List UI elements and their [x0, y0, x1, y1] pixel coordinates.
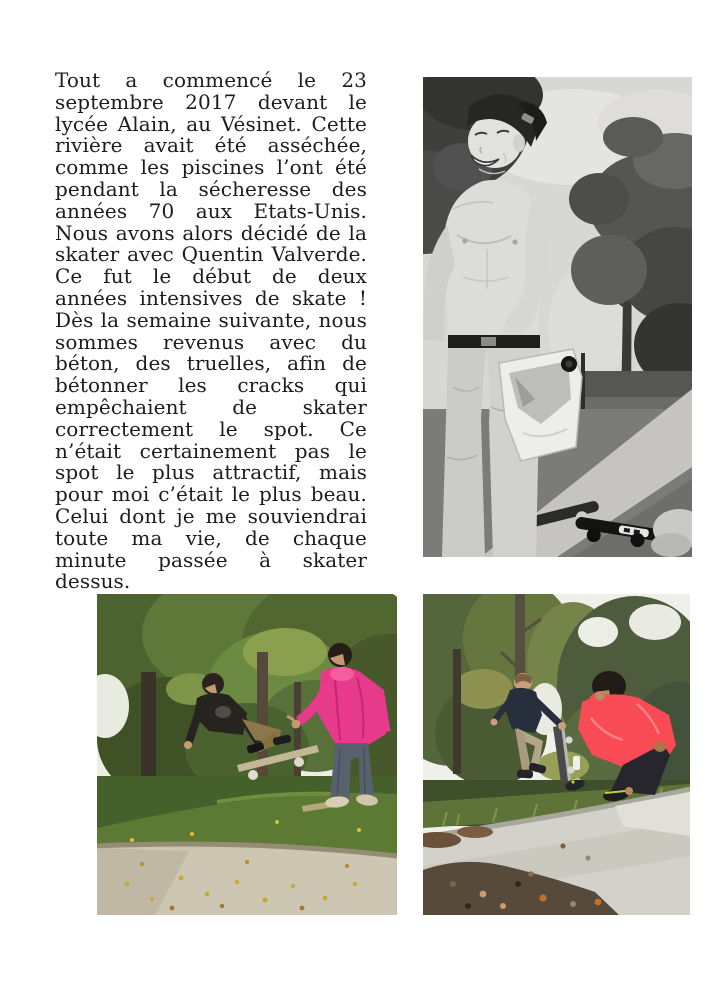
article-paragraph: Tout a commencé le 23 septembre 2017 devant le lycée Alain, au Vésinet. Cette rivière avait été asséchée, comme les piscines l’ont été pendant la sécheresse des années 70 aux Etats-Unis. Nous avons alors décidé de la skater avec Quentin Valverde. Ce fut le début de deux années intensives de skate ! Dès la semaine suivante, nous sommes revenus avec du béton, des truelles, afin de bétonner les cracks qui empêchaient de skater correctement le spot. Ce n’était certainement pas le spot le plus attractif, mais pour moi c’était le plus beau. Celui dont je me souviendrai toute ma vie, de chaque minute passée à skater dessus.	[55, 68, 367, 594]
photo-concrete-bank-skate	[423, 594, 690, 915]
photo-concrete-bank-illustration	[423, 594, 690, 915]
photo-skater-concrete-bw	[423, 77, 692, 557]
photo-skater-concrete-bw-illustration	[423, 77, 692, 557]
photo-grass-mound-illustration	[97, 594, 397, 915]
photo-grass-mound-skate	[97, 594, 397, 915]
